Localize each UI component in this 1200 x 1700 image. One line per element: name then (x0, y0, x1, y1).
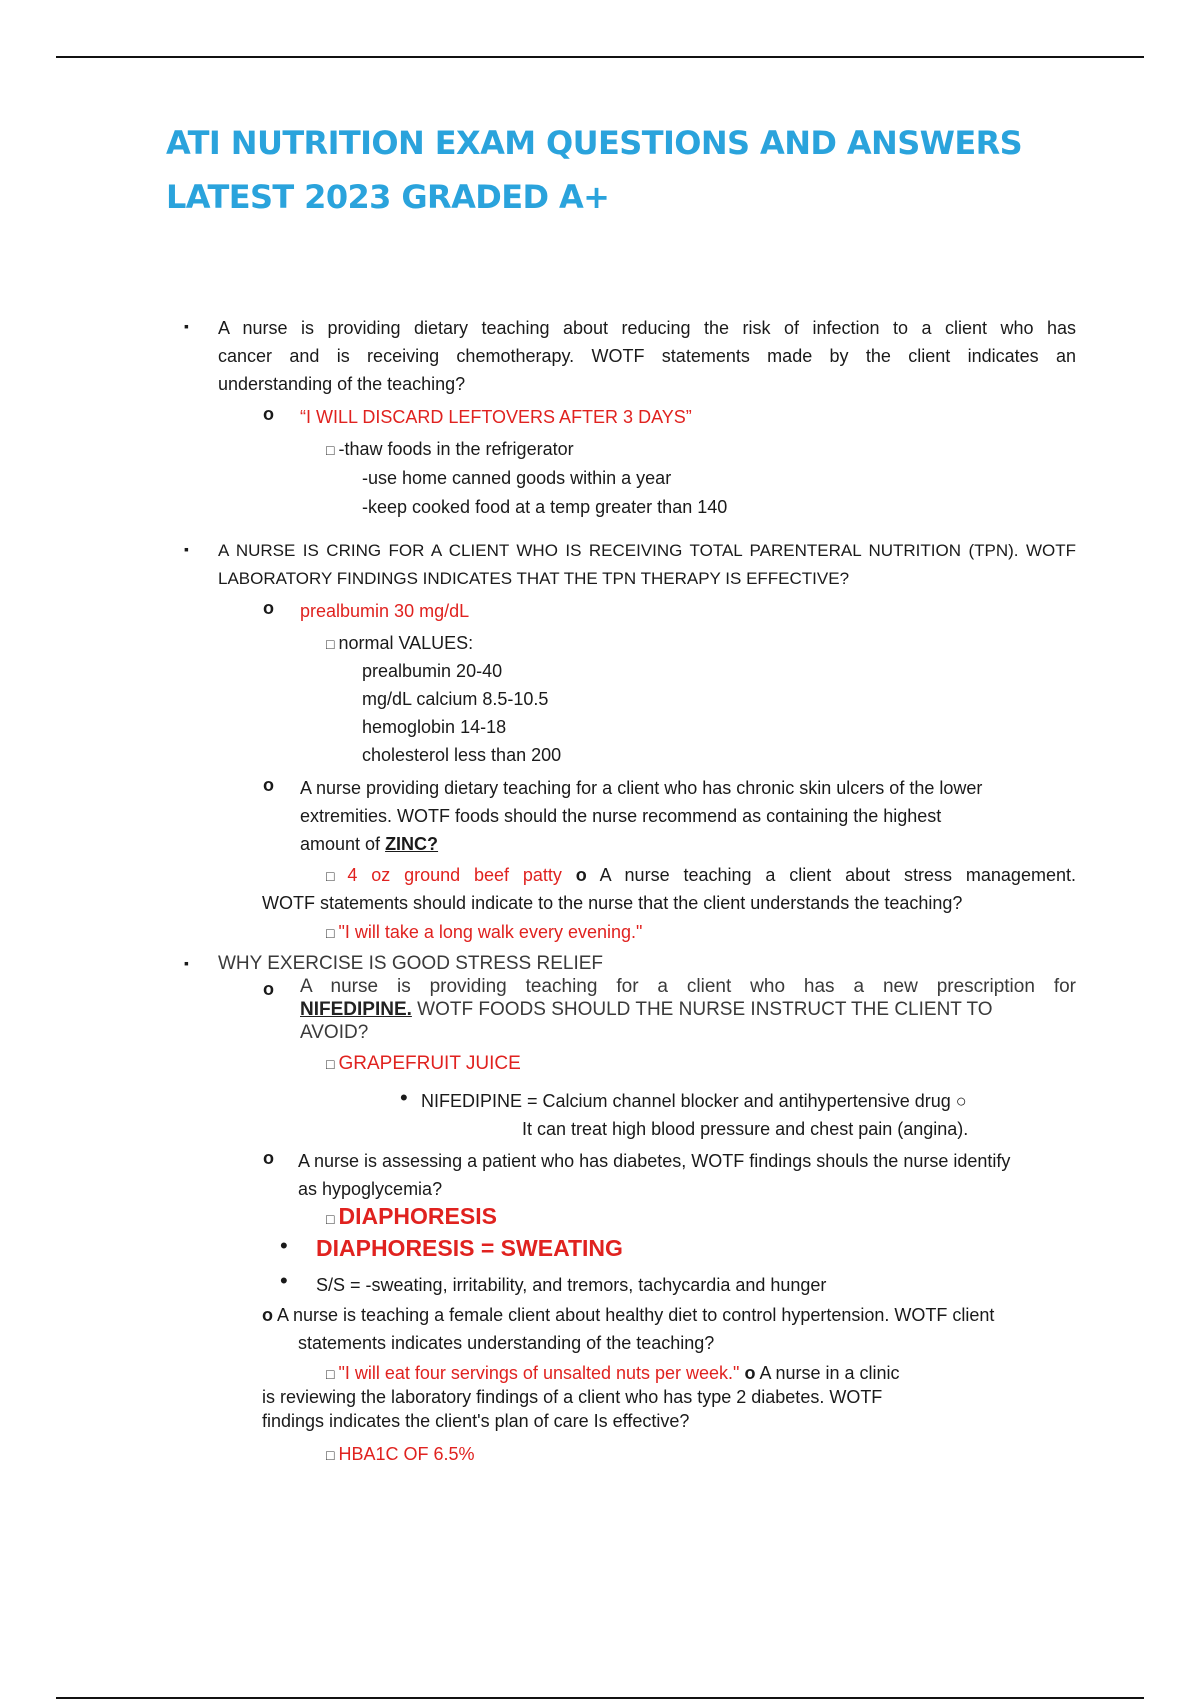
q4-line: AVOID? (300, 1022, 369, 1043)
checkbox-icon: □ (326, 1056, 335, 1072)
q6-line: findings indicates the client's plan of care Is effective? (262, 1411, 690, 1431)
checkbox-icon: □ (326, 868, 344, 884)
q2-note: mg/dL calcium 8.5-10.5 (362, 689, 549, 709)
bullet-icon: • (280, 1268, 288, 1293)
q1-note: □ -thaw foods in the refrigerator (326, 439, 574, 459)
q5-line: as hypoglycemia? (298, 1179, 443, 1199)
q2-note: □ normal VALUES: (326, 633, 474, 653)
q2-note: hemoglobin 14-18 (362, 717, 507, 737)
q1-line: A nurse is providing dietary teaching about reducing the risk of infection to a client who has (218, 318, 1076, 338)
bottom-rule (56, 1697, 1144, 1699)
q1-line: cancer and is receiving chemotherapy. WOTF statements made by the client indicates an (218, 346, 1076, 366)
circle-bullet-icon: o (744, 1363, 756, 1383)
q4-line: A nurse is providing teaching for a client who has a new prescription for (300, 976, 1076, 997)
q1-note: -use home canned goods within a year (362, 468, 672, 488)
bullet-icon: ▪ (184, 955, 189, 971)
bullet-icon: • (280, 1233, 288, 1258)
checkbox-icon: □ (326, 1447, 335, 1463)
top-rule (56, 56, 1144, 58)
q3-answer-line: □ 4 oz ground beef patty o A nurse teaching a client about stress management. (326, 865, 1076, 885)
q3-line: WOTF statements should indicate to the nurse that the client understands the teaching? (262, 893, 963, 913)
q1-answer: “I WILL DISCARD LEFTOVERS AFTER 3 DAYS” (300, 407, 692, 427)
q3-line: amount of ZINC? (300, 834, 439, 854)
bullet-icon: • (400, 1085, 408, 1110)
circle-bullet-icon: o (263, 775, 274, 795)
q6-line: statements indicates understanding of the teaching? (298, 1333, 715, 1353)
q6-answer2: □ HBA1C OF 6.5% (326, 1444, 475, 1464)
q2-note: prealbumin 20-40 (362, 661, 503, 681)
q1-line: understanding of the teaching? (218, 374, 466, 394)
checkbox-icon: □ (326, 1366, 335, 1382)
q5-bullet: S/S = -sweating, irritability, and tremors, tachycardia and hunger (316, 1275, 827, 1295)
q2-line: A NURSE IS CRING FOR A CLIENT WHO IS RECEIVING TOTAL PARENTERAL NUTRITION (TPN). WOTF (218, 541, 1076, 560)
q2-note: cholesterol less than 200 (362, 745, 562, 765)
circle-bullet-icon: o (263, 979, 274, 999)
q5-answer: □ DIAPHORESIS (326, 1203, 497, 1229)
q2-answer: prealbumin 30 mg/dL (300, 601, 470, 621)
q4-note: It can treat high blood pressure and chest pain (angina). (522, 1119, 969, 1139)
bullet-icon: ▪ (184, 541, 189, 557)
circle-bullet-icon: o (263, 404, 274, 424)
circle-bullet-icon: o (263, 1148, 274, 1168)
q4-note: NIFEDIPINE = Calcium channel blocker and antihypertensive drug ○ (421, 1091, 967, 1111)
q3-answer2: □ "I will take a long walk every evening." (326, 922, 643, 942)
checkbox-icon: □ (326, 636, 335, 652)
circle-bullet-icon: o (575, 865, 587, 885)
q6-line: o A nurse is teaching a female client about healthy diet to control hypertension. WOTF client (262, 1305, 995, 1325)
q4-answer: □ GRAPEFRUIT JUICE (326, 1053, 521, 1074)
q5-bullet: DIAPHORESIS = SWEATING (316, 1235, 623, 1261)
bullet-icon: ▪ (184, 318, 189, 334)
circle-bullet-icon: ○ (955, 1091, 967, 1111)
q4-line: NIFEDIPINE. WOTF FOODS SHOULD THE NURSE INSTRUCT THE CLIENT TO (300, 999, 993, 1020)
q6-line: is reviewing the laboratory findings of a client who has type 2 diabetes. WOTF (262, 1387, 883, 1407)
document-title: ATI NUTRITION EXAM QUESTIONS AND ANSWERS LATEST 2023 GRADED A+ (166, 124, 1023, 216)
checkbox-icon: □ (326, 442, 335, 458)
circle-bullet-icon: o (262, 1305, 273, 1325)
q3-line: A nurse providing dietary teaching for a client who has chronic skin ulcers of the lower (300, 778, 983, 798)
q4-heading: WHY EXERCISE IS GOOD STRESS RELIEF (218, 953, 604, 974)
q2-line: LABORATORY FINDINGS INDICATES THAT THE TPN THERAPY IS EFFECTIVE? (218, 569, 850, 588)
checkbox-icon: □ (326, 925, 335, 941)
circle-bullet-icon: o (263, 598, 274, 618)
checkbox-icon: □ (326, 1211, 335, 1227)
q6-answer-line: □ "I will eat four servings of unsalted nuts per week." o A nurse in a clinic (326, 1363, 900, 1383)
q1-note: -keep cooked food at a temp greater than 140 (362, 497, 728, 517)
q3-line: extremities. WOTF foods should the nurse recommend as containing the highest (300, 806, 942, 826)
q5-line: A nurse is assessing a patient who has diabetes, WOTF findings shouls the nurse identify (298, 1151, 1011, 1171)
